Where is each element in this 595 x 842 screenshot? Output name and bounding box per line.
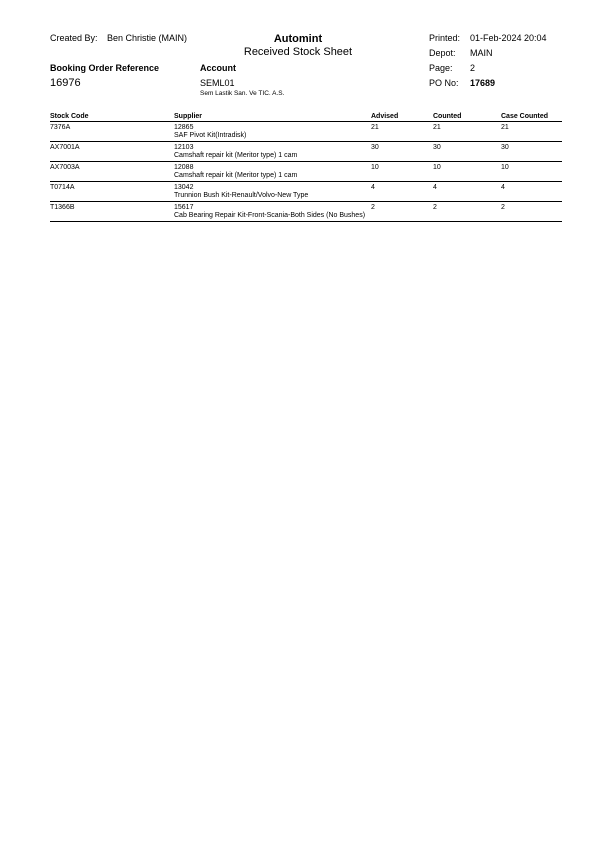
stock-lines-table — [50, 113, 562, 222]
item-description: Trunnion Bush Kit-Renault/Volvo-New Type — [174, 192, 309, 199]
cell-counted: 30 — [433, 142, 501, 162]
col-stock-code: Stock Code — [50, 113, 174, 122]
printed-value: 01-Feb-2024 20:04 — [470, 33, 547, 43]
document-title: Received Stock Sheet — [243, 46, 353, 58]
depot-value: MAIN — [470, 48, 493, 58]
table-row — [50, 202, 562, 222]
cell-case-counted: 10 — [501, 162, 562, 182]
cell-supplier — [174, 202, 371, 222]
item-description: Camshaft repair kit (Meritor type) 1 cam — [174, 172, 298, 179]
col-case-counted: Case Counted — [501, 113, 562, 122]
col-counted: Counted — [433, 113, 501, 122]
table-row — [50, 142, 562, 162]
cell-supplier — [174, 162, 371, 182]
account-name: Sem Lastik San. Ve TIC. A.S. — [200, 90, 285, 97]
cell-counted: 21 — [433, 122, 501, 142]
cell-counted: 4 — [433, 182, 501, 202]
table-row — [50, 182, 562, 202]
page-label: Page: — [429, 63, 453, 73]
cell-advised: 21 — [371, 122, 433, 142]
po-value: 17689 — [470, 78, 496, 88]
cell-counted: 10 — [433, 162, 501, 182]
cell-stock-code: T1366B — [50, 202, 174, 222]
cell-supplier — [174, 182, 371, 202]
item-description: Camshaft repair kit (Meritor type) 1 cam — [174, 152, 298, 159]
booking-ref-value: 16976 — [50, 77, 81, 89]
cell-stock-code: AX7003A — [50, 162, 174, 182]
cell-advised: 2 — [371, 202, 433, 222]
cell-supplier — [174, 142, 371, 162]
company-name: Automint — [273, 33, 323, 45]
account-label: Account — [200, 63, 236, 73]
supplier-code: 15617 — [174, 204, 194, 211]
page-value: 2 — [470, 63, 476, 73]
cell-case-counted: 4 — [501, 182, 562, 202]
created-by-label: Created By: — [50, 33, 98, 43]
supplier-code: 13042 — [174, 184, 194, 191]
cell-case-counted: 30 — [501, 142, 562, 162]
cell-case-counted: 2 — [501, 202, 562, 222]
cell-supplier — [174, 122, 371, 142]
col-advised: Advised — [371, 113, 433, 122]
cell-case-counted: 21 — [501, 122, 562, 142]
printed-label: Printed: — [429, 33, 461, 43]
table-header-row — [50, 113, 562, 122]
cell-stock-code: 7376A — [50, 122, 174, 142]
account-code: SEML01 — [200, 78, 235, 88]
cell-advised: 30 — [371, 142, 433, 162]
col-supplier: Supplier — [174, 113, 371, 122]
po-label: PO No: — [429, 78, 459, 88]
item-description: SAF Pivot Kit(Intradisk) — [174, 132, 247, 139]
table-row — [50, 122, 562, 142]
created-by-value: Ben Christie (MAIN) — [107, 33, 188, 43]
item-description: Cab Bearing Repair Kit-Front-Scania-Both Sides (No Bushes) — [174, 212, 366, 219]
supplier-code: 12088 — [174, 164, 194, 171]
supplier-code: 12103 — [174, 144, 194, 151]
cell-advised: 4 — [371, 182, 433, 202]
booking-ref-label: Booking Order Reference — [50, 63, 160, 73]
supplier-code: 12865 — [174, 124, 194, 131]
cell-stock-code: T0714A — [50, 182, 174, 202]
depot-label: Depot: — [429, 48, 456, 58]
table-row — [50, 162, 562, 182]
cell-counted: 2 — [433, 202, 501, 222]
cell-stock-code: AX7001A — [50, 142, 174, 162]
cell-advised: 10 — [371, 162, 433, 182]
